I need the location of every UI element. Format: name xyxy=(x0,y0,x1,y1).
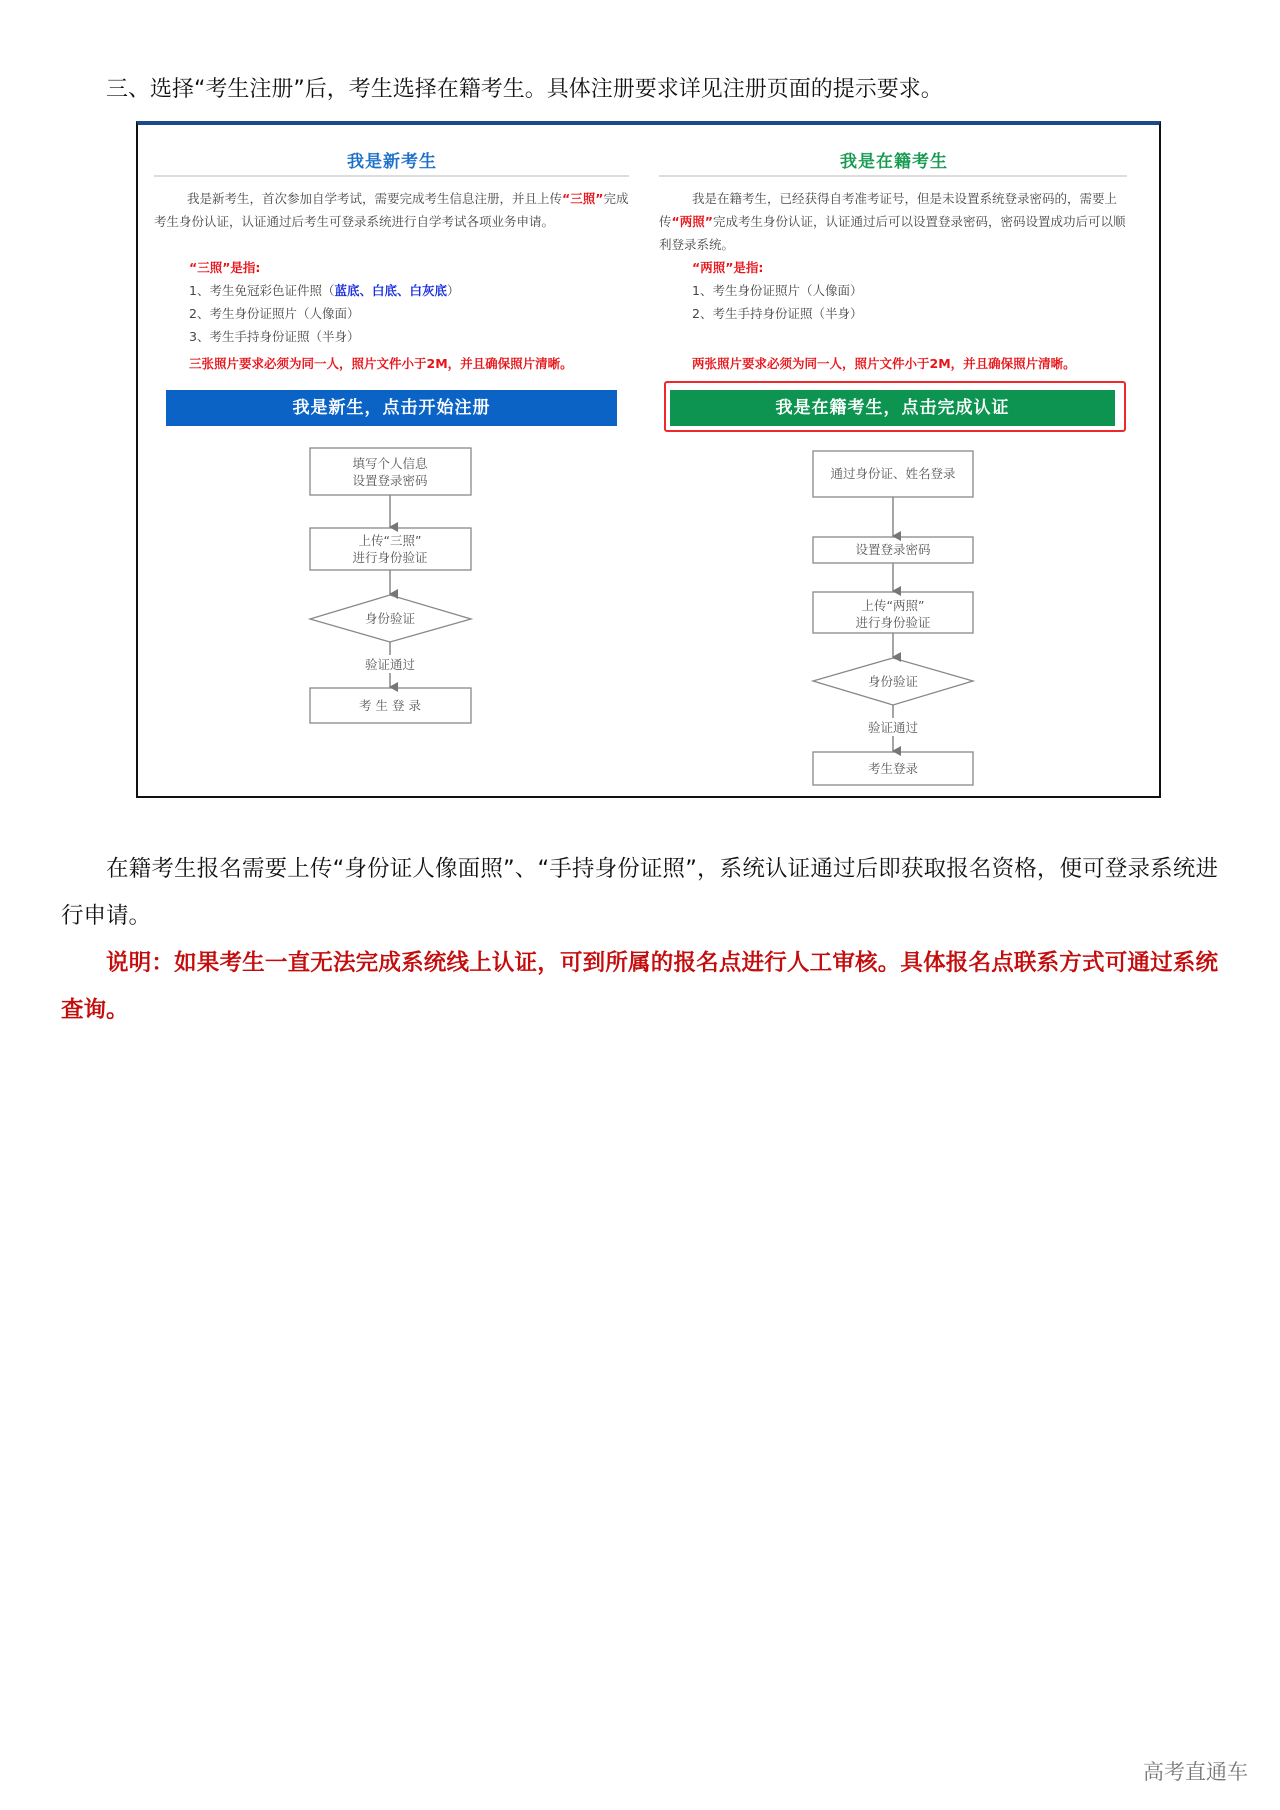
registration-screenshot xyxy=(136,121,1161,798)
flow-text: 身份验证 xyxy=(867,674,919,689)
three-photos-list: “三照”是指: 1、考生免冠彩色证件照（蓝底、白底、白灰底） 2、考生身份证照片（人像面） 3、考生手持身份证照（半身） xyxy=(189,260,460,344)
new-student-description: 我是新考生，首次参加自学考试，需要完成考生信息注册，并且上传“三照”完成考生身份认证，认证通过后考生可登录系统进行自学考试各项业务申请。 xyxy=(154,191,629,229)
two-photos-list: “两照”是指: 1、考生身份证照片（人像面） 2、考生手持身份证照（半身） xyxy=(692,260,863,321)
flow-text: 考生登录 xyxy=(867,761,919,776)
new-student-title: 我是新考生 xyxy=(347,152,437,172)
new-student-warning: 三张照片要求必须为同一人，照片文件小于2M，并且确保照片清晰。 xyxy=(189,356,573,371)
watermark: 高考直通车 xyxy=(1143,1760,1248,1784)
flow-text: 设置登录密码 xyxy=(855,542,931,557)
body-paragraph: 在籍考生报名需要上传“身份证人像面照”、“手持身份证照”，系统认证通过后即获取报名资格，便可登录系统进行申请。 xyxy=(61,856,1218,929)
section-heading: 三、选择“考生注册”后，考生选择在籍考生。具体注册要求详见注册页面的提示要求。 xyxy=(106,77,943,102)
enrolled-student-description: 我是在籍考生，已经获得自考准考证号，但是未设置系统登录密码的，需要上传“两照”完成考生身份认证，认证通过后可以设置登录密码，密码设置成功后可以顺利登录系统。 xyxy=(659,191,1126,252)
flowcharts xyxy=(138,125,1159,796)
flow-text: 填写个人信息 xyxy=(352,456,428,471)
enrolled-student-verify-button[interactable]: 我是在籍考生，点击完成认证 xyxy=(670,390,1115,426)
flow-text: 验证通过 xyxy=(867,720,919,735)
flow-text: 身份验证 xyxy=(364,611,416,626)
flow-text: 设置登录密码 xyxy=(352,473,428,488)
flow-text: 进行身份验证 xyxy=(352,550,428,565)
enrolled-student-title: 我是在籍考生 xyxy=(840,152,948,172)
enrolled-student-warning: 两张照片要求必须为同一人，照片文件小于2M，并且确保照片清晰。 xyxy=(692,356,1076,371)
flow-text: 验证通过 xyxy=(364,657,416,672)
flow-text: 考 生 登 录 xyxy=(359,698,421,713)
flow-text: 通过身份证、姓名登录 xyxy=(830,466,956,481)
flow-text: 进行身份验证 xyxy=(855,615,931,630)
flow-text: 上传“两照” xyxy=(861,598,925,613)
new-student-register-button[interactable]: 我是新生，点击开始注册 xyxy=(166,390,617,426)
note-paragraph: 说明：如果考生一直无法完成系统线上认证，可到所属的报名点进行人工审核。具体报名点联系方式可通过系统查询。 xyxy=(61,950,1218,1023)
flow-text: 上传“三照” xyxy=(358,533,422,548)
